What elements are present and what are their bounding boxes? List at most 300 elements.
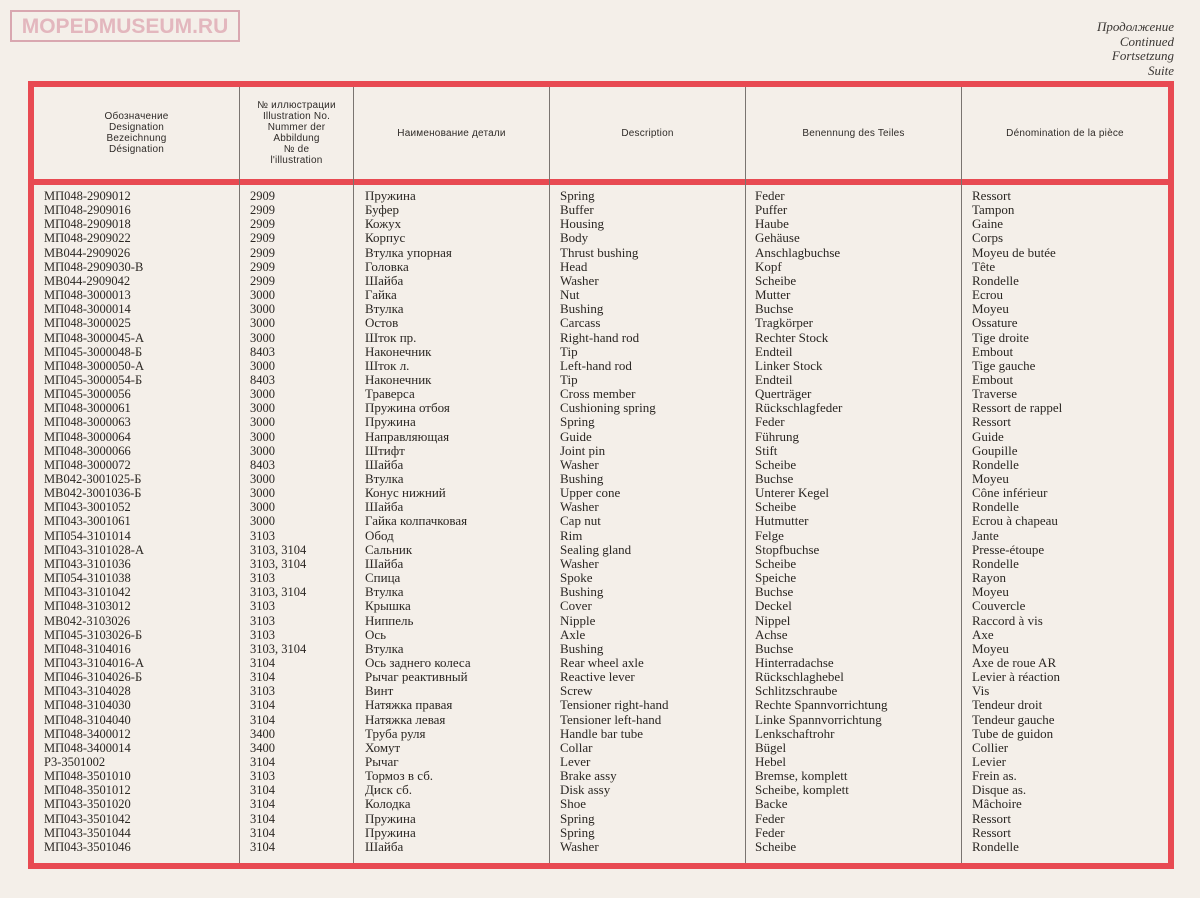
illustration-number: 3000: [250, 358, 275, 373]
header-line: Description: [621, 127, 674, 139]
table-row: [34, 557, 1168, 571]
name-ru: Спица: [365, 570, 401, 586]
illustration-number: 3103: [250, 571, 275, 586]
denomination-fr: Moyeu: [972, 471, 1009, 486]
parts-table: [28, 81, 1174, 869]
name-ru: Штифт: [365, 442, 405, 458]
benennung-de: Nippel: [755, 612, 791, 628]
table-row: [34, 472, 1168, 486]
denomination-fr: Ossature: [972, 315, 1018, 331]
benennung-de: Unterer Kegel: [755, 485, 829, 501]
part-designation: МВ044-2909042: [44, 273, 131, 288]
part-designation: МВ042-3001036-Б: [44, 486, 142, 501]
name-ru: Колодка: [365, 796, 411, 812]
name-ru: Втулка: [365, 471, 404, 486]
benennung-de: Buchse: [755, 640, 794, 656]
benennung-de: Stopfbuchse: [755, 541, 820, 557]
table-row: [34, 571, 1168, 585]
table-row: [34, 231, 1168, 245]
table-row: [34, 628, 1168, 642]
denomination-fr: Traverse: [972, 386, 1018, 402]
illustration-number: 2909: [250, 189, 275, 203]
description-en: Tip: [560, 371, 578, 387]
benennung-de: Feder: [755, 188, 785, 203]
description-en: Left-hand rod: [560, 357, 632, 373]
table-row: [34, 331, 1168, 345]
denomination-fr: Ressort: [972, 414, 1011, 430]
benennung-de: Rückschlagfeder: [755, 400, 843, 416]
table-row: [34, 260, 1168, 274]
benennung-de: Buchse: [755, 584, 794, 600]
table-row: [34, 783, 1168, 797]
table-row: [34, 444, 1168, 458]
description-en: Handle bar tube: [560, 725, 644, 741]
name-ru: Головка: [365, 258, 409, 274]
benennung-de: Endteil: [755, 343, 793, 359]
description-en: Washer: [560, 499, 599, 515]
table-row: [34, 373, 1168, 387]
benennung-de: Linker Stock: [755, 357, 823, 373]
illustration-number: 3103, 3104: [250, 556, 307, 571]
table-row: [34, 755, 1168, 769]
benennung-de: Hebel: [755, 754, 787, 769]
part-designation: МП045-3000048-Б: [44, 344, 143, 359]
illustration-number: 3000: [250, 387, 275, 402]
benennung-de: Buchse: [755, 471, 794, 486]
table-row: [34, 217, 1168, 231]
description-en: Housing: [560, 216, 605, 232]
benennung-de: Lenkschaftrohr: [755, 725, 835, 741]
part-designation: МП048-3400014: [44, 740, 131, 755]
benennung-de: Anschlagbuchse: [755, 244, 841, 260]
name-ru: Пружина отбоя: [365, 400, 450, 416]
denomination-fr: Rondelle: [972, 456, 1019, 472]
table-row: [34, 599, 1168, 613]
description-en: Nut: [560, 287, 580, 303]
illustration-number: 3104: [250, 755, 275, 769]
header-line: Désignation: [108, 144, 164, 155]
benennung-de: Speiche: [755, 570, 797, 586]
illustration-number: 2909: [250, 231, 275, 246]
name-ru: Пружина: [365, 188, 416, 203]
description-en: Spring: [560, 414, 595, 430]
part-designation: МП048-3000050-А: [44, 358, 144, 373]
description-en: Tip: [560, 343, 578, 359]
part-designation: МП043-3501020: [44, 797, 131, 812]
denomination-fr: Tête: [972, 258, 996, 274]
continued-en: Continued: [1119, 33, 1174, 49]
benennung-de: Endteil: [755, 371, 793, 387]
part-designation: МВ042-3001025-Б: [44, 472, 142, 486]
name-ru: Ось заднего колеса: [365, 654, 471, 670]
name-ru: Конус нижний: [365, 485, 446, 501]
name-ru: Гайка: [365, 287, 397, 303]
part-designation: МП048-3501012: [44, 783, 131, 798]
part-designation: МП043-3501042: [44, 811, 131, 826]
illustration-number: 3103: [250, 613, 275, 628]
denomination-fr: Goupille: [972, 442, 1018, 458]
header-name-ru: [354, 87, 549, 179]
benennung-de: Schlitzschraube: [755, 683, 838, 699]
name-ru: Рычаг реактивный: [365, 669, 468, 685]
name-ru: Траверса: [365, 386, 415, 402]
name-ru: Шайба: [365, 272, 404, 288]
table-row: [34, 246, 1168, 260]
table-row: [34, 769, 1168, 783]
description-en: Lever: [560, 754, 591, 769]
table-row: [34, 642, 1168, 656]
name-ru: Гайка колпачковая: [365, 513, 468, 529]
description-en: Washer: [560, 555, 599, 571]
illustration-number: 3103, 3104: [250, 585, 307, 600]
illustration-number: 8403: [250, 344, 275, 359]
description-en: Washer: [560, 272, 599, 288]
description-en: Disk assy: [560, 782, 611, 798]
part-designation: МП048-2909012: [44, 189, 131, 203]
header-line: Обозначение: [104, 111, 169, 122]
illustration-number: 2909: [250, 259, 275, 274]
name-ru: Ниппель: [365, 612, 414, 628]
name-ru: Втулка: [365, 584, 404, 600]
benennung-de: Feder: [755, 810, 785, 826]
denomination-fr: Ecrou à chapeau: [972, 513, 1058, 529]
table-row: [34, 840, 1168, 854]
benennung-de: Scheibe: [755, 272, 797, 288]
description-en: Bushing: [560, 640, 604, 656]
benennung-de: Felge: [755, 527, 784, 543]
part-designation: МП054-3101014: [44, 528, 131, 543]
description-en: Spring: [560, 188, 595, 203]
description-en: Cap nut: [560, 513, 601, 529]
part-designation: МП043-3101028-А: [44, 542, 144, 557]
name-ru: Кожух: [365, 216, 402, 232]
header-line: Illustration No.: [262, 111, 331, 122]
denomination-fr: Axe de roue AR: [972, 654, 1057, 670]
name-ru: Втулка: [365, 301, 404, 317]
denomination-fr: Ressort: [972, 188, 1011, 203]
description-en: Cross member: [560, 386, 636, 402]
illustration-number: 3104: [250, 712, 275, 727]
description-en: Spring: [560, 810, 595, 826]
description-en: Washer: [560, 456, 599, 472]
part-designation: МП048-3000064: [44, 429, 131, 444]
part-designation: МП048-3400012: [44, 726, 131, 741]
illustration-number: 2909: [250, 203, 275, 218]
description-en: Tensioner right-hand: [560, 697, 669, 713]
header-benennung: [746, 87, 961, 179]
denomination-fr: Mâchoire: [972, 796, 1022, 812]
header-text: [621, 128, 673, 139]
description-en: Thrust bushing: [560, 244, 639, 260]
description-en: Head: [560, 258, 588, 274]
continued-de: Fortsetzung: [1111, 48, 1174, 63]
part-designation: МП048-2909022: [44, 231, 131, 246]
part-designation: МП045-3103026-Б: [44, 627, 143, 642]
header-designation: [34, 87, 239, 179]
denomination-fr: Moyeu: [972, 584, 1009, 600]
benennung-de: Deckel: [755, 598, 792, 614]
denomination-fr: Corps: [972, 230, 1004, 246]
illustration-number: 3000: [250, 472, 275, 486]
description-en: Cover: [560, 598, 592, 614]
benennung-de: Scheibe: [755, 555, 797, 571]
table-row: [34, 585, 1168, 599]
part-designation: МП054-3101038: [44, 571, 131, 586]
illustration-number: 3000: [250, 429, 275, 444]
header-line: Benennung des Teiles: [802, 127, 905, 139]
illustration-number: 2909: [250, 217, 275, 232]
name-ru: Тормоз в сб.: [365, 768, 434, 784]
benennung-de: Führung: [755, 428, 800, 444]
table-row: [34, 727, 1168, 741]
name-ru: Труба руля: [365, 725, 426, 741]
name-ru: Ось: [365, 626, 387, 642]
name-ru: Пружина: [365, 810, 416, 826]
header-description: [550, 87, 745, 179]
description-en: Bushing: [560, 301, 604, 317]
denomination-fr: Disque as.: [972, 782, 1027, 798]
header-line: Nummer der: [267, 122, 326, 133]
part-designation: МП048-3000061: [44, 401, 131, 416]
denomination-fr: Tendeur droit: [972, 697, 1043, 713]
description-en: Carcass: [560, 315, 601, 331]
table-row: [34, 302, 1168, 316]
header-denomination: [962, 87, 1168, 179]
illustration-number: 8403: [250, 457, 275, 472]
table-row: [34, 458, 1168, 472]
header-line: l'illustration: [270, 155, 323, 166]
name-ru: Натяжка левая: [365, 711, 446, 727]
denomination-fr: Levier: [972, 754, 1006, 769]
name-ru: Крышка: [365, 598, 411, 614]
benennung-de: Rechter Stock: [755, 329, 829, 345]
description-en: Washer: [560, 838, 599, 854]
benennung-de: Bügel: [755, 739, 787, 755]
illustration-number: 3104: [250, 783, 275, 798]
name-ru: Буфер: [365, 202, 400, 218]
denomination-fr: Embout: [972, 343, 1014, 359]
illustration-number: 3103, 3104: [250, 641, 307, 656]
denomination-fr: Tendeur gauche: [972, 711, 1055, 727]
benennung-de: Scheibe: [755, 499, 797, 515]
illustration-number: 3000: [250, 401, 275, 416]
description-en: Collar: [560, 739, 593, 755]
table-header: [34, 87, 1168, 185]
name-ru: Направляющая: [365, 428, 450, 444]
table-row: [34, 387, 1168, 401]
table-row: [34, 684, 1168, 698]
description-en: Spring: [560, 824, 595, 840]
part-designation: МП048-3104040: [44, 712, 131, 727]
benennung-de: Hutmutter: [755, 513, 809, 529]
header-line: Designation: [108, 122, 164, 133]
denomination-fr: Ecrou: [972, 287, 1004, 303]
table-row: [34, 797, 1168, 811]
table-body: [34, 185, 1168, 863]
part-designation: МП043-3501046: [44, 839, 131, 854]
benennung-de: Linke Spannvorrichtung: [755, 711, 882, 727]
part-designation: МП048-3000013: [44, 288, 131, 303]
benennung-de: Backe: [755, 796, 788, 812]
illustration-number: 3000: [250, 302, 275, 317]
benennung-de: Puffer: [755, 202, 788, 218]
part-designation: МП048-3104016: [44, 641, 131, 656]
description-en: Reactive lever: [560, 669, 635, 685]
benennung-de: Bremse, komplett: [755, 768, 848, 784]
description-en: Brake assy: [560, 768, 617, 784]
benennung-de: Buchse: [755, 301, 794, 317]
header-text: [802, 128, 904, 139]
part-designation: МП046-3104026-Б: [44, 670, 143, 685]
description-en: Rear wheel axle: [560, 654, 644, 670]
header-text: [257, 100, 335, 166]
description-en: Joint pin: [560, 442, 606, 458]
part-designation: МП048-3501010: [44, 769, 131, 784]
illustration-number: 8403: [250, 372, 275, 387]
description-en: Cushioning spring: [560, 400, 656, 416]
part-designation: МП043-3101042: [44, 585, 131, 600]
table-row: [34, 698, 1168, 712]
denomination-fr: Ressort: [972, 810, 1011, 826]
table-row: [34, 274, 1168, 288]
description-en: Sealing gland: [560, 541, 632, 557]
benennung-de: Querträger: [755, 386, 812, 402]
denomination-fr: Rondelle: [972, 555, 1019, 571]
header-line: № иллюстрации: [257, 100, 336, 111]
part-designation: МП048-3000072: [44, 457, 131, 472]
description-en: Body: [560, 230, 589, 246]
denomination-fr: Embout: [972, 371, 1014, 387]
table-row: [34, 500, 1168, 514]
denomination-fr: Tige gauche: [972, 357, 1036, 373]
table-row: [34, 359, 1168, 373]
denomination-fr: Tige droite: [972, 329, 1029, 345]
denomination-fr: Moyeu: [972, 640, 1009, 656]
denomination-fr: Moyeu de butée: [972, 244, 1056, 260]
name-ru: Остов: [365, 315, 399, 331]
illustration-number: 2909: [250, 245, 275, 260]
part-designation: МП043-3101036: [44, 556, 131, 571]
illustration-number: 3000: [250, 514, 275, 529]
illustration-number: 3000: [250, 288, 275, 303]
watermark-logo: MOPEDMUSEUM.RU: [10, 10, 240, 42]
illustration-number: 3000: [250, 500, 275, 515]
table-row: [34, 812, 1168, 826]
illustration-number: 3103: [250, 769, 275, 784]
benennung-de: Scheibe: [755, 456, 797, 472]
name-ru: Пружина: [365, 824, 416, 840]
table-row: [34, 543, 1168, 557]
denomination-fr: Ressort de rappel: [972, 400, 1063, 416]
name-ru: Корпус: [365, 230, 406, 246]
denomination-fr: Guide: [972, 428, 1004, 444]
denomination-fr: Rondelle: [972, 838, 1019, 854]
denomination-fr: Couvercle: [972, 598, 1026, 614]
table-row: [34, 401, 1168, 415]
illustration-number: 3000: [250, 316, 275, 331]
denomination-fr: Levier à réaction: [972, 669, 1061, 685]
table-row: [34, 203, 1168, 217]
description-en: Bushing: [560, 471, 604, 486]
denomination-fr: Rayon: [972, 570, 1006, 586]
illustration-number: 3400: [250, 740, 275, 755]
header-line: Abbildung: [273, 133, 320, 144]
part-designation: Р3-3501002: [44, 755, 106, 769]
description-en: Bushing: [560, 584, 604, 600]
denomination-fr: Moyeu: [972, 301, 1009, 317]
benennung-de: Tragkörper: [755, 315, 814, 331]
illustration-number: 3103: [250, 684, 275, 699]
benennung-de: Achse: [755, 626, 788, 642]
name-ru: Шайба: [365, 499, 404, 515]
part-designation: МП043-3104016-А: [44, 655, 144, 670]
benennung-de: Scheibe, komplett: [755, 782, 849, 798]
benennung-de: Stift: [755, 442, 778, 458]
part-designation: МВ044-2909026: [44, 245, 131, 260]
illustration-number: 3000: [250, 486, 275, 501]
part-designation: МП043-3104028: [44, 684, 131, 699]
name-ru: Шайба: [365, 555, 404, 571]
benennung-de: Hinterradachse: [755, 654, 834, 670]
description-en: Shoe: [560, 796, 586, 812]
illustration-number: 3104: [250, 698, 275, 713]
name-ru: Хомут: [365, 739, 401, 755]
illustration-number: 3103: [250, 627, 275, 642]
table-row: [34, 345, 1168, 359]
denomination-fr: Cône inférieur: [972, 485, 1048, 501]
denomination-fr: Gaine: [972, 216, 1004, 232]
illustration-number: 3104: [250, 811, 275, 826]
name-ru: Шайба: [365, 456, 404, 472]
header-line: Bezeichnung: [106, 133, 167, 144]
continued-note: [1097, 20, 1174, 78]
denomination-fr: Presse-étoupe: [972, 541, 1045, 557]
part-designation: МП045-3000054-Б: [44, 372, 143, 387]
part-designation: МП048-3000045-А: [44, 330, 144, 345]
illustration-number: 3104: [250, 797, 275, 812]
benennung-de: Feder: [755, 414, 785, 430]
denomination-fr: Rondelle: [972, 272, 1019, 288]
name-ru: Шток л.: [365, 357, 410, 373]
name-ru: Шток пр.: [365, 329, 417, 345]
table-row: [34, 670, 1168, 684]
name-ru: Наконечник: [365, 343, 432, 359]
denomination-fr: Rondelle: [972, 499, 1019, 515]
part-designation: МП043-3001061: [44, 514, 131, 529]
table-row: [34, 826, 1168, 840]
description-en: Rim: [560, 527, 583, 543]
benennung-de: Gehäuse: [755, 230, 800, 246]
name-ru: Натяжка правая: [365, 697, 453, 713]
benennung-de: Rückschlaghebel: [755, 669, 844, 685]
name-ru: Винт: [365, 683, 394, 699]
table-row: [34, 430, 1168, 444]
denomination-fr: Vis: [972, 683, 990, 699]
denomination-fr: Collier: [972, 739, 1009, 755]
denomination-fr: Axe: [972, 626, 994, 642]
illustration-number: 3000: [250, 330, 275, 345]
table-row: [34, 529, 1168, 543]
description-en: Buffer: [560, 202, 594, 218]
table-row: [34, 316, 1168, 330]
name-ru: Пружина: [365, 414, 416, 430]
part-designation: МП048-3103012: [44, 599, 131, 614]
illustration-number: 3000: [250, 415, 275, 430]
denomination-fr: Ressort: [972, 824, 1011, 840]
header-illustration: [240, 87, 353, 179]
continued-fr: Suite: [1148, 62, 1174, 78]
table-row: [34, 189, 1168, 203]
